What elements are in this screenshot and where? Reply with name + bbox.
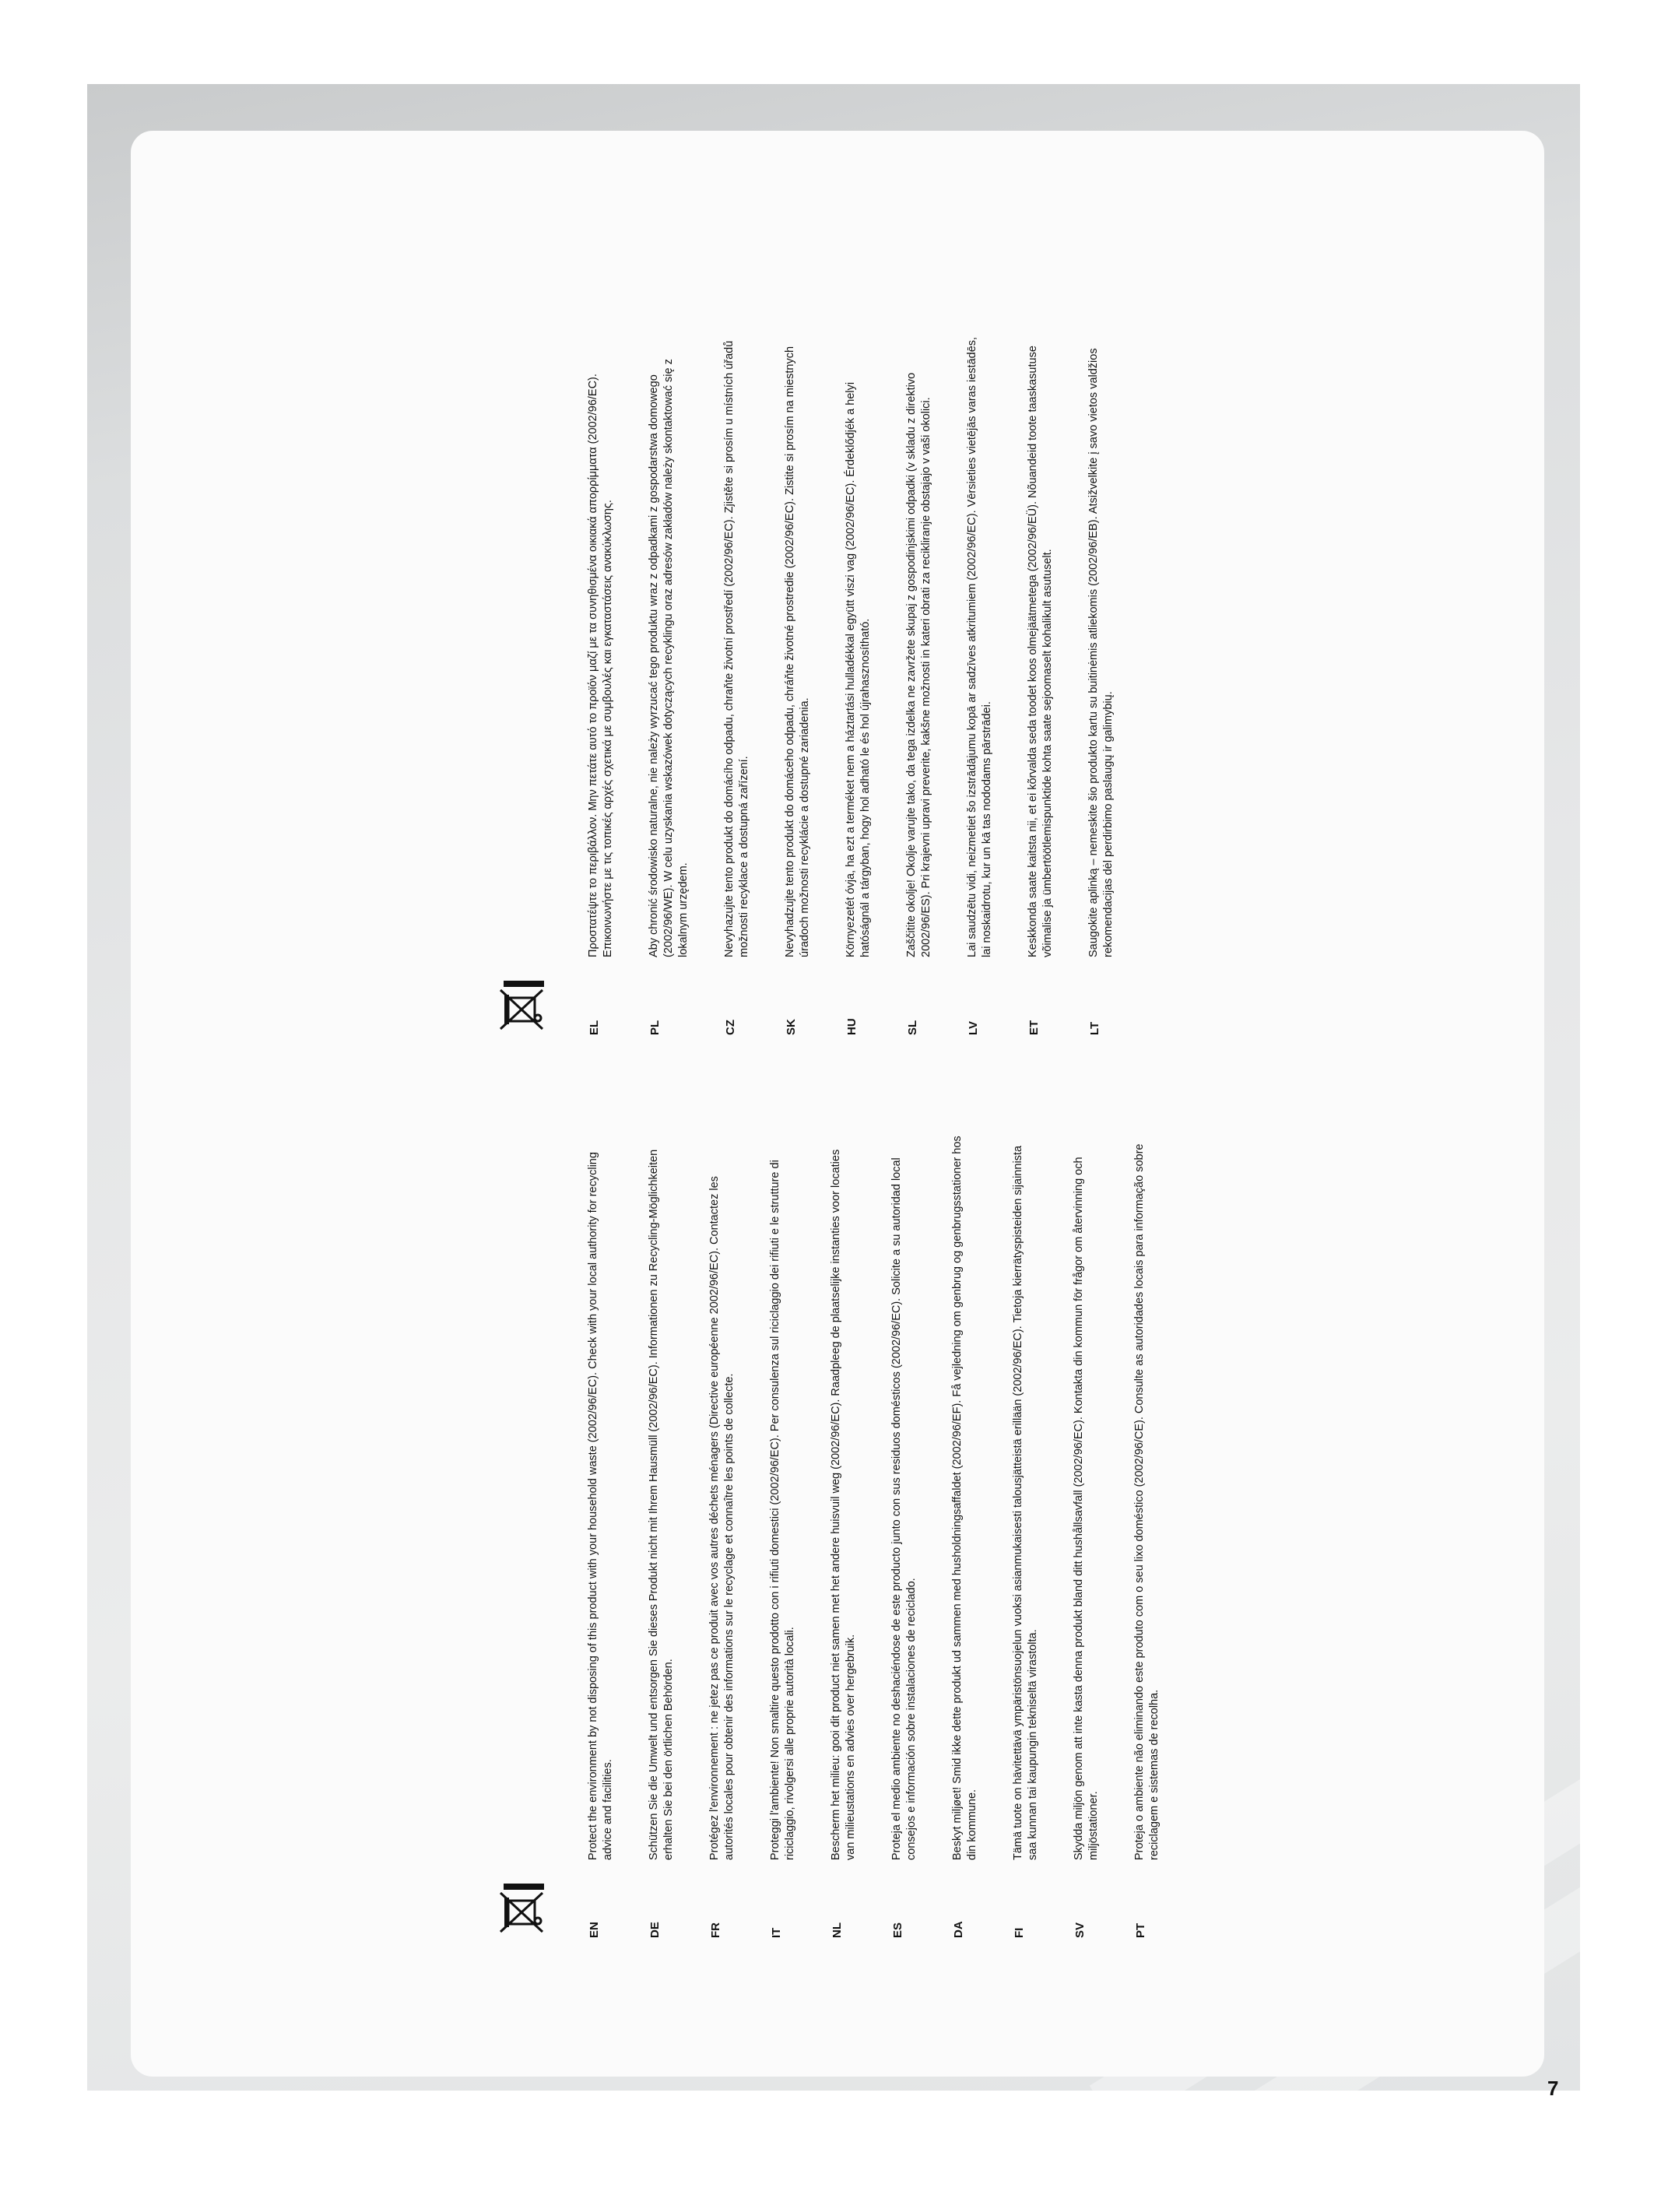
language-code: NL bbox=[830, 1922, 844, 1938]
disposal-notice-text: Beskyt miljøet! Smid ikke dette produkt ud sammen med husholdningsaffaldet (2002/96/EF). Få vejledning om genbrug og genbrugsstationer hos din kommune. bbox=[951, 1136, 978, 1860]
disposal-notice-text: Proteggi l'ambiente! Non smaltire questo prodotto con i rifiuti domestici (2002/96/EC). Per consulenza sul riciclaggio dei rifiuti e le strutture di riciclaggio, rivolgersi alle proprie autorità locali. bbox=[769, 1160, 796, 1860]
language-entry-sk bbox=[783, 335, 813, 1035]
disposal-notice-text: Keskkonda saate kaitsta nii, et ei kõrvalda seda toodet koos olmejäätmetega (2002/96/EÜ). Nõuandeid toote taaskasutuse võimalise ja ümbertöötlemispunktide kohta saate sejoomaselt kohalikult asutuselt. bbox=[1027, 346, 1054, 957]
disposal-notice-text: Bescherm het milieu: gooi dit product niet samen met het andere huisvuil weg (2002/96/EC). Raadpleeg de plaatselijke instanties voor locaties van milieustations en advies over hergebruik. bbox=[830, 1149, 857, 1860]
language-entry-pl bbox=[647, 335, 691, 1035]
language-code: PL bbox=[648, 1020, 662, 1035]
disposal-notice-text: Protect the environment by not disposing of this product with your household waste (2002/96/EC). Check with your local authority for recycling advice and facilities. bbox=[587, 1152, 614, 1860]
language-entry-nl bbox=[829, 1132, 859, 1938]
language-entry-it bbox=[768, 1132, 798, 1938]
language-entry-fr bbox=[708, 1132, 737, 1938]
disposal-notice-text: Környezetét óvja, ha ezt a terméket nem a háztartási hulladékkal együtt viszi vag (2002/96/EC). Érdeklődjék a helyi hatóságnál a tárgyban, hogy hol adható le és hol újrahasznosítható. bbox=[845, 381, 872, 957]
language-code: ET bbox=[1027, 1020, 1041, 1035]
language-entry-lt bbox=[1087, 335, 1116, 1035]
language-entry-lv bbox=[965, 335, 995, 1035]
language-entry-et bbox=[1026, 335, 1055, 1035]
page-number: 7 bbox=[1547, 2077, 1559, 2100]
disposal-notice-text: Tämä tuote on hävitettävä ympäristönsuojelun vuoksi asianmukaisesti talousjätteistä erillään (2002/96/EC). Tietoja kierrätyspisteiden sijainnista saa kunnan tai kaupungin tekniseltä virastolta. bbox=[1012, 1145, 1039, 1860]
disposal-notice-text: Proteja el medio ambiente no deshaciéndose de este producto junto con sus residuos domésticos (2002/96/EC). Solicite a su autoridad local consejos e información sobre instalaciones de reciclado. bbox=[890, 1157, 918, 1860]
language-entry-en bbox=[586, 1132, 616, 1938]
language-entry-sl bbox=[904, 335, 934, 1035]
language-entry-es bbox=[890, 1132, 919, 1938]
disposal-notice-text: Lai saudzētu vidi, neizmetiet šo izstrādājumu kopā ar sadzīves atkritumiem (2002/96/EC). Vērsieties vietējās varas iestādēs, lai noskaidrotu, kur un kā tas nododams pārstrādei. bbox=[966, 336, 993, 957]
language-code: IT bbox=[770, 1927, 783, 1938]
disposal-notice-text: Aby chronić środowisko naturalne, nie należy wyrzucać tego produktu wraz z odpadkami z gospodarstwa domowego (2002/96/WE). W celu uzyskania wskazówek dotyczących recyklingu oraz adresów zakładów należy skontaktować się z lokalnym urzędem. bbox=[648, 359, 690, 957]
disposal-notice-text: Nevyhazujte tento produkt do domácího odpadu, chraňte životní prostředí (2002/96/EC). Zjistěte si prosím u místních úřadů možnosti recyklace a dostupná zařízení. bbox=[723, 340, 750, 957]
language-entry-cz bbox=[722, 335, 752, 1035]
language-code: HU bbox=[845, 1018, 859, 1035]
disposal-notice-text: Protégez l'environnement : ne jetez pas ce produit avec vos autres déchets ménagers (Directive européenne 2002/96/EC). Contactez les autorités locales pour obtenir des informations sur le recyclage et connaître les points de collecte. bbox=[708, 1176, 736, 1860]
language-entry-el bbox=[586, 335, 616, 1035]
weee-notice-column-right bbox=[494, 335, 1273, 1035]
language-entry-de bbox=[647, 1132, 676, 1938]
language-code: CZ bbox=[724, 1020, 737, 1035]
weee-icon-row bbox=[494, 335, 552, 1035]
language-code: ES bbox=[891, 1922, 904, 1938]
language-code: SL bbox=[906, 1020, 919, 1035]
language-code: FR bbox=[709, 1922, 722, 1938]
disposal-notice-text: Zaščitite okolje! Okolje varujte tako, da tega izdelka ne zavržete skupaj z gospodinjskimi odpadki (v skladu z direktivo 2002/96/ES). Pri krajevni upravi preverite, kakšne možnosti in kateri obrati za recikliranje obstajajo v vaši okolici. bbox=[905, 372, 932, 957]
language-code: SK bbox=[785, 1019, 798, 1035]
language-code: EL bbox=[588, 1020, 601, 1035]
crossed-out-wheelie-bin-icon bbox=[496, 981, 550, 1035]
disposal-notice-text: Nevyhadzujte tento produkt do domáceho odpadu, chráňte životné prostredie (2002/96/EC). Zistite si prosím na miestnych úradoch možnosti recyklácie a dostupné zariadenia. bbox=[784, 346, 811, 957]
disposal-notice-text: Proteja o ambiente não eliminando este produto com o seu lixo doméstico (2002/96/CE). Consulte as autoridades locais para informação sobre reciclagem e sistemas de recolha. bbox=[1133, 1143, 1161, 1860]
language-code: DE bbox=[648, 1922, 662, 1938]
disposal-notice-text: Skydda miljön genom att inte kasta denna produkt bland ditt hushållsavfall (2002/96/EC). Kontakta din kommun för frågor om återvinning och miljöstationer. bbox=[1073, 1157, 1100, 1860]
disposal-notice-text: Saugokite aplinką – nemeskite šio produkto kartu su buitinėmis atliekomis (2002/96/EB). Atsižvelkite į savo vietos valdžios rekomendacijas dėl perdirbimo paslaugų ir galimybių. bbox=[1087, 348, 1115, 957]
language-entry-sv bbox=[1072, 1132, 1101, 1938]
language-code: LV bbox=[967, 1020, 980, 1035]
weee-notice-column-left bbox=[494, 1132, 1273, 1938]
language-entry-fi bbox=[1011, 1132, 1041, 1938]
language-code: SV bbox=[1073, 1922, 1087, 1938]
language-code: LT bbox=[1088, 1021, 1101, 1035]
language-entry-da bbox=[950, 1132, 980, 1938]
language-code: EN bbox=[588, 1922, 601, 1938]
language-entry-pt bbox=[1132, 1132, 1162, 1938]
weee-icon-row bbox=[494, 1132, 552, 1938]
disposal-notice-text: Προστατέψτε το περιβάλλον. Μην πετάτε αυτό το προϊόν μαζί με τα συνηθισμένα οικιακά απορρίμματα (2002/96/EC). Επικοινωνήστε με τις τοπικές αρχές σχετικά με συμβουλές και εγκαταστάσεις ανακύκλωσης. bbox=[587, 374, 614, 957]
language-code: DA bbox=[952, 1921, 965, 1938]
language-code: FI bbox=[1013, 1927, 1026, 1938]
disposal-notice-text: Schützen Sie die Umwelt und entsorgen Sie dieses Produkt nicht mit Ihrem Hausmüll (2002/96/EC). Informationen zu Recycling-Möglichkeiten erhalten Sie bei den örtlichen Behörden. bbox=[648, 1149, 675, 1860]
language-code: PT bbox=[1134, 1922, 1147, 1938]
crossed-out-wheelie-bin-icon bbox=[496, 1884, 550, 1938]
language-entry-hu bbox=[844, 335, 873, 1035]
